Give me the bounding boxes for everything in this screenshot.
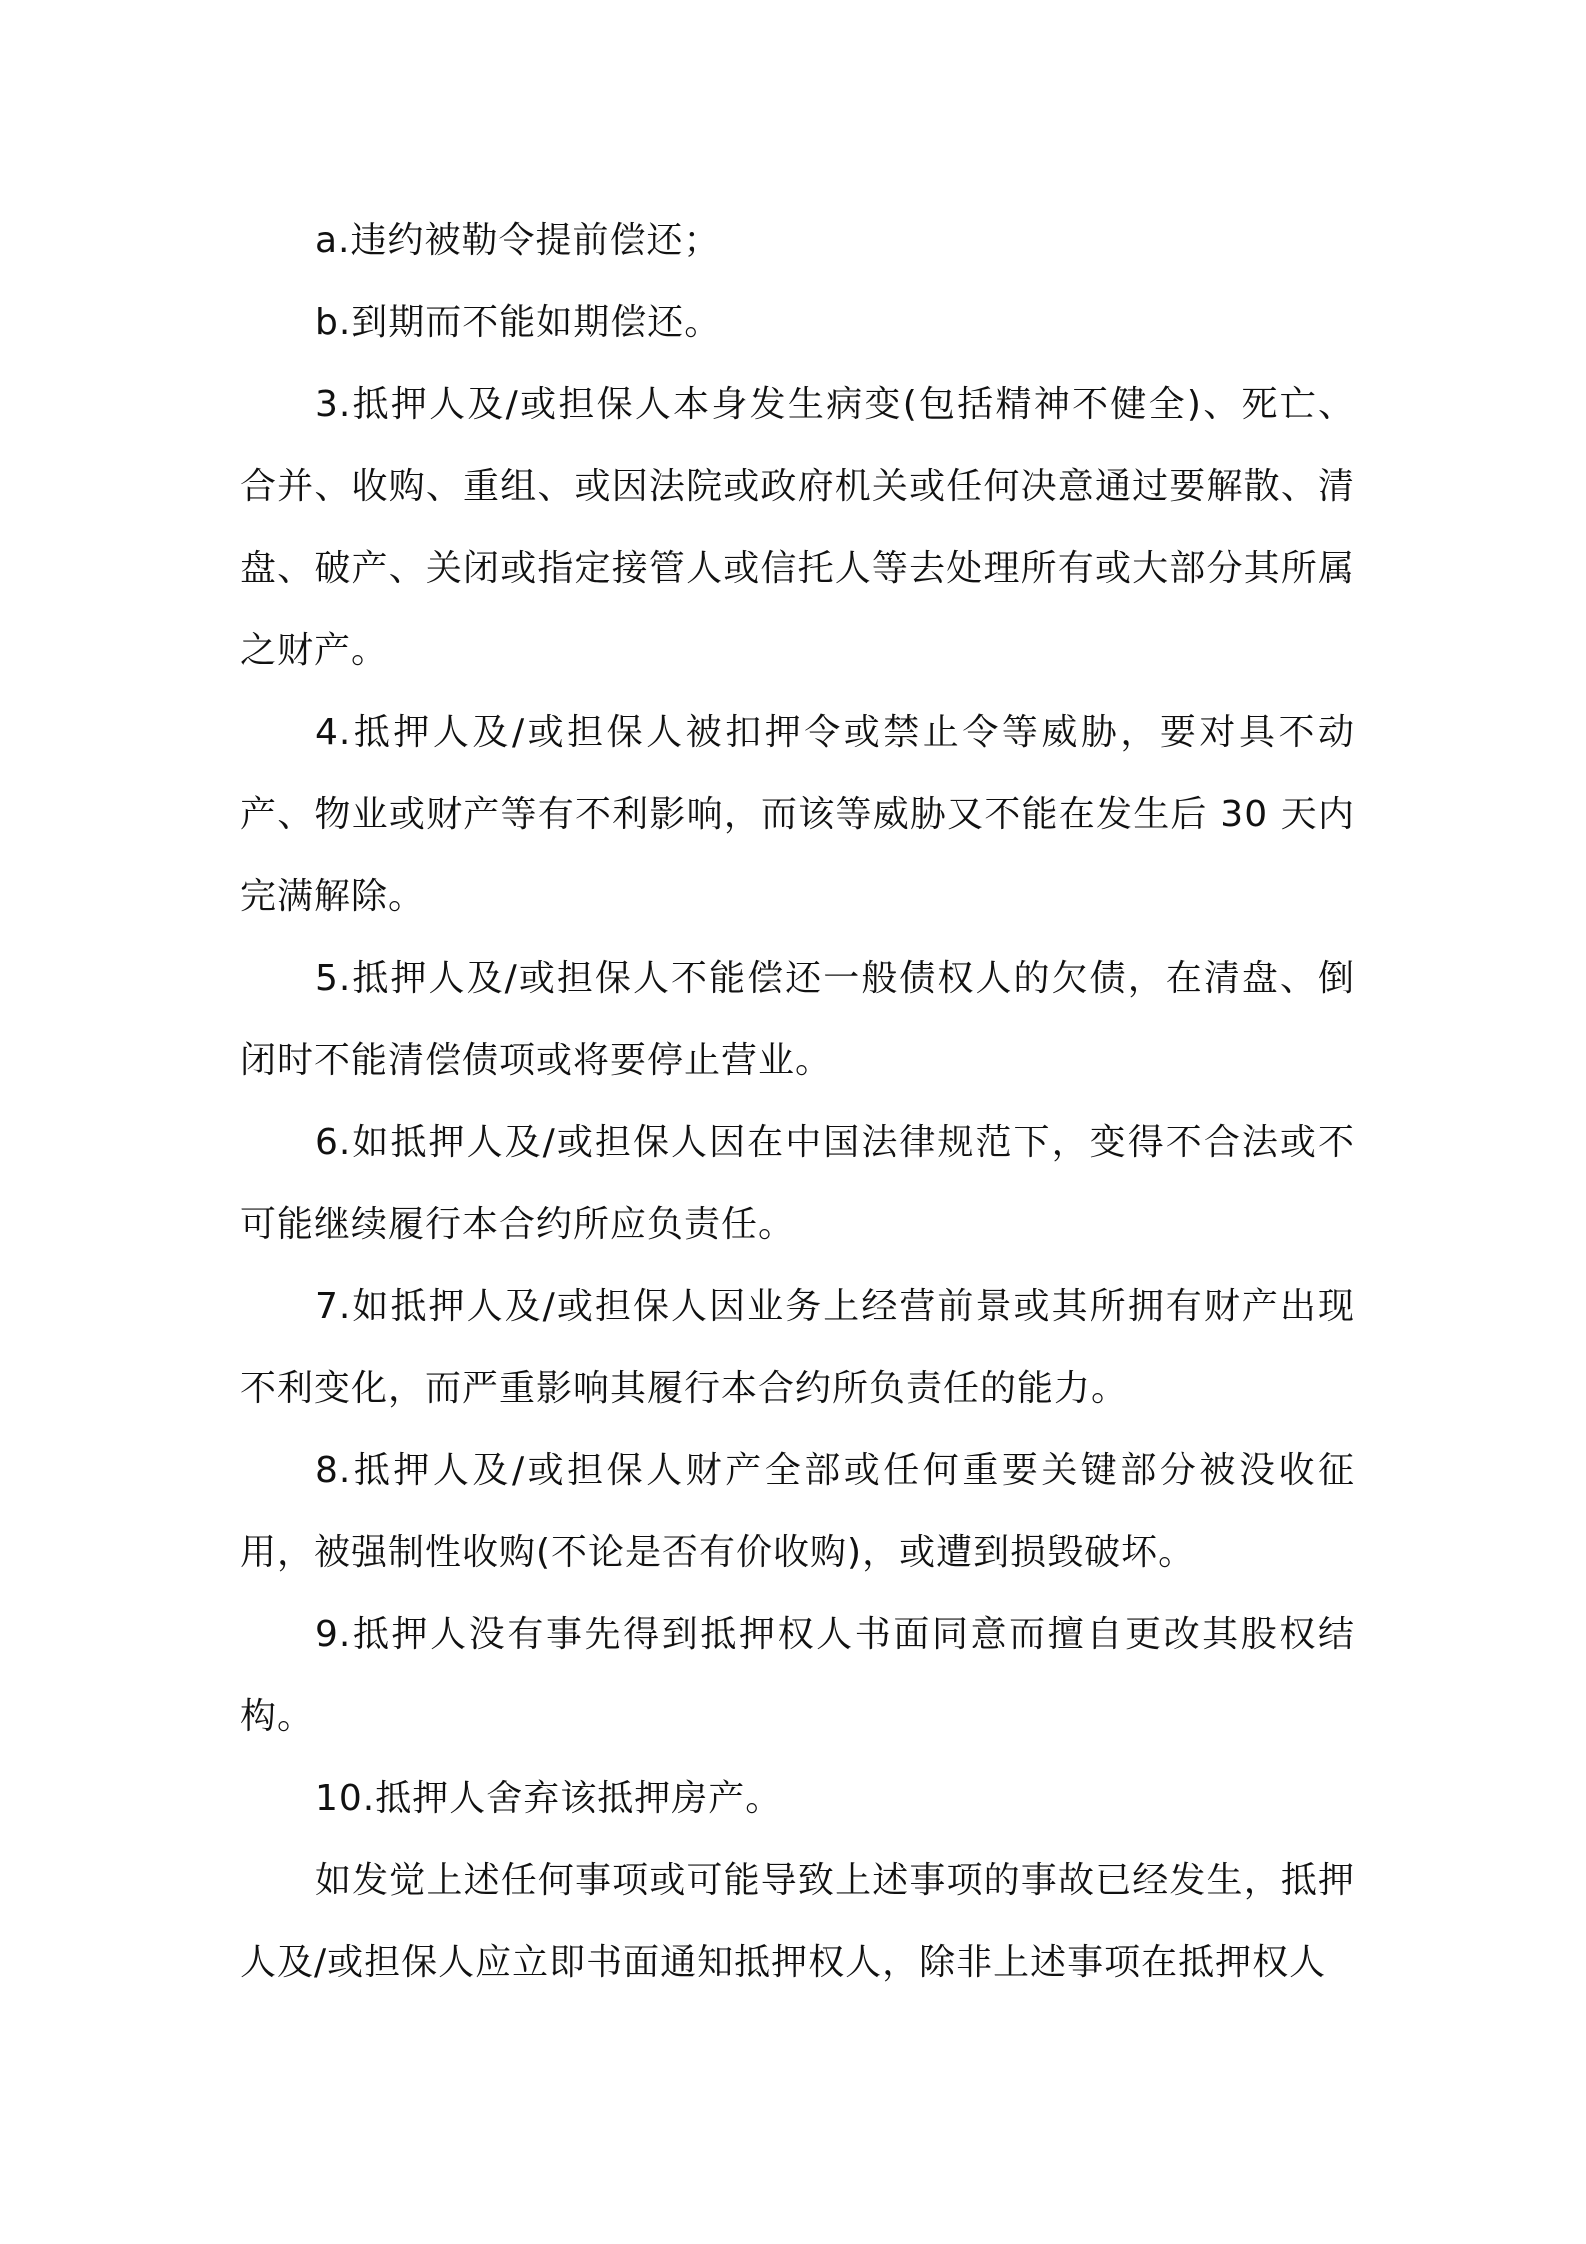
paragraph-10: 10.抵押人舍弃该抵押房产。 xyxy=(315,1778,783,1819)
paragraph-9: 9.抵押人没有事先得到抵押权人书面同意而擅自更改其股权结构。 xyxy=(240,1614,1355,1737)
paragraph-a: a.违约被勒令提前偿还； xyxy=(315,220,721,261)
paragraph-4: 4.抵押人及/或担保人被扣押令或禁止令等威胁，要对具不动产、物业或财产等有不利影响，而该等威胁又不能在发生后 30 天内完满解除。 xyxy=(240,712,1355,917)
paragraph-6: 6.如抵押人及/或担保人因在中国法律规范下，变得不合法或不可能继续履行本合约所应负责任。 xyxy=(240,1122,1355,1245)
paragraph-closing: 如发觉上述任何事项或可能导致上述事项的事故已经发生，抵押人及/或担保人应立即书面通知抵押权人，除非上述事项在抵押权人 xyxy=(240,1860,1355,1983)
paragraph-b: b.到期而不能如期偿还。 xyxy=(315,302,722,343)
paragraph-7: 7.如抵押人及/或担保人因业务上经营前景或其所拥有财产出现不利变化，而严重影响其履行本合约所负责任的能力。 xyxy=(240,1286,1355,1409)
paragraph-5: 5.抵押人及/或担保人不能偿还一般债权人的欠债，在清盘、倒闭时不能清偿债项或将要停止营业。 xyxy=(240,958,1355,1081)
paragraph-8: 8.抵押人及/或担保人财产全部或任何重要关键部分被没收征用，被强制性收购(不论是否有价收购)，或遭到损毁破坏。 xyxy=(240,1450,1355,1573)
paragraph-3: 3.抵押人及/或担保人本身发生病变(包括精神不健全)、死亡、合并、收购、重组、或因法院或政府机关或任何决意通过要解散、清盘、破产、关闭或指定接管人或信托人等去处理所有或大部分其所属之财产。 xyxy=(240,384,1355,671)
document-page xyxy=(240,200,1355,2004)
